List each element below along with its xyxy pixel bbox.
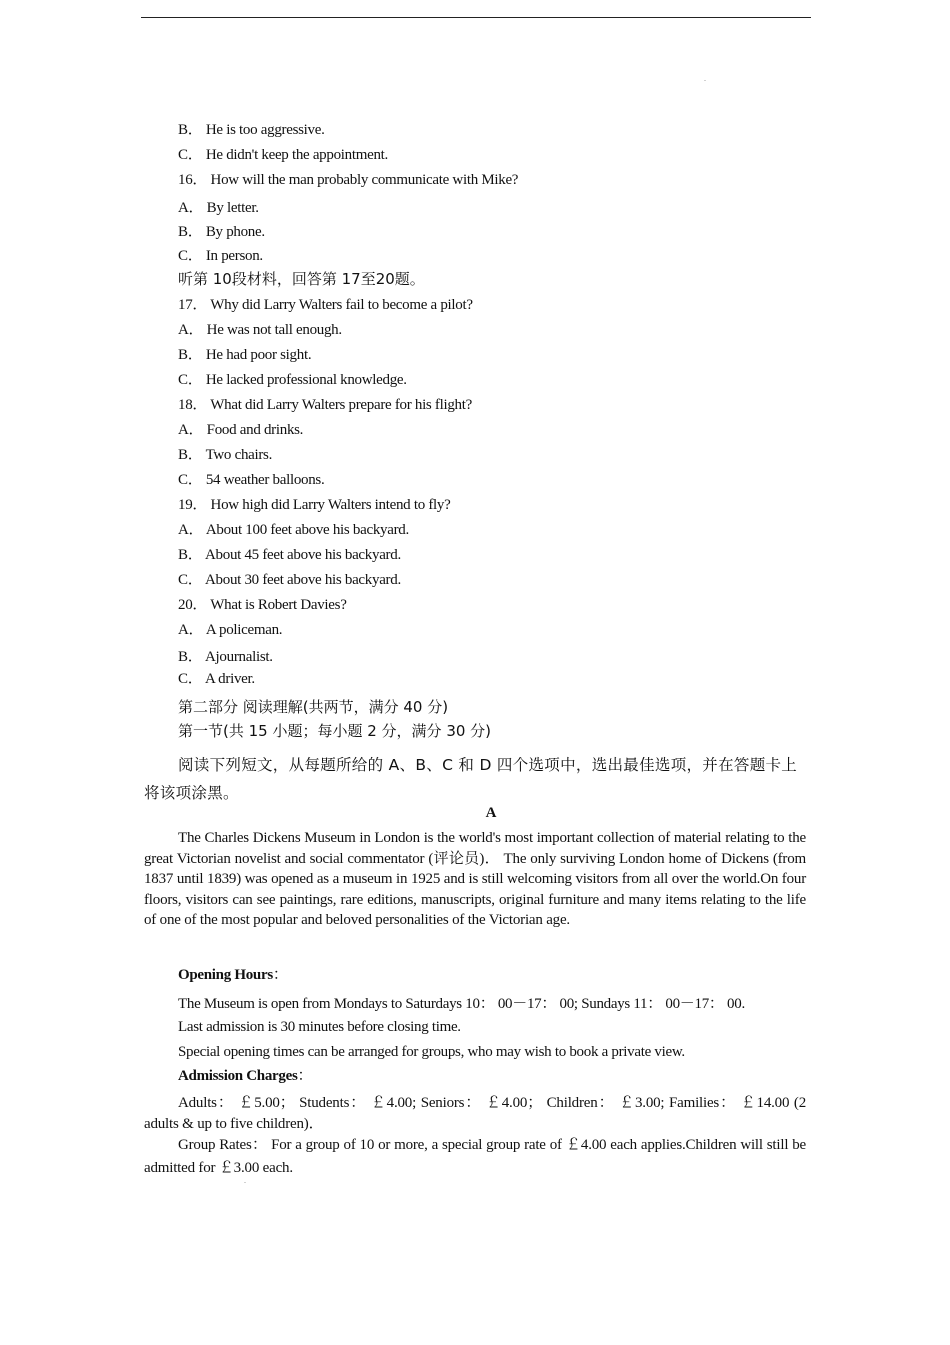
option-18b: B． Two chairs. bbox=[178, 447, 273, 463]
reading-instruction: 阅读下列短文，从每题所给的 A、B、C 和 D 四个选项中，选出最佳选项，并在答题卡上将该项涂黑。 bbox=[144, 756, 798, 802]
section1-title: 第一节(共 15 小题；每小题 2 分，满分 30 分) bbox=[178, 722, 492, 740]
option-18c: C． 54 weather balloons. bbox=[178, 472, 325, 488]
option-19c: C． About 30 feet above his backyard. bbox=[178, 572, 401, 588]
option-17b: B． He had poor sight. bbox=[178, 347, 312, 363]
option-17c: C． He lacked professional knowledge. bbox=[178, 372, 407, 388]
header-rule bbox=[141, 17, 811, 18]
option-19b: B． About 45 feet above his backyard. bbox=[178, 547, 401, 563]
page-speck: . bbox=[704, 74, 706, 83]
part2-title: 第二部分 阅读理解(共两节，满分 40 分) bbox=[178, 698, 449, 716]
question-16: 16． How will the man probably communicate with Mike? bbox=[178, 172, 519, 188]
option-15c: C． He didn't keep the appointment. bbox=[178, 147, 388, 163]
opening-hours-line-1: The Museum is open from Mondays to Saturdays 10： 00－17： 00; Sundays 11： 00－17： 00. bbox=[178, 996, 745, 1012]
option-15b: B． He is too aggressive. bbox=[178, 122, 325, 138]
option-16c: C． In person. bbox=[178, 248, 263, 264]
admission-charges-heading: Admission Charges： bbox=[178, 1068, 313, 1084]
option-19a: A． About 100 feet above his backyard. bbox=[178, 522, 409, 538]
option-20c: C． A driver. bbox=[178, 671, 255, 687]
opening-hours-line-3: Special opening times can be arranged for groups, who may wish to book a private view. bbox=[178, 1044, 685, 1060]
option-17a: A． He was not tall enough. bbox=[178, 322, 342, 338]
option-16b: B． By phone. bbox=[178, 224, 265, 240]
question-19: 19． How high did Larry Walters intend to fly? bbox=[178, 497, 451, 513]
question-18: 18． What did Larry Walters prepare for his flight? bbox=[178, 397, 472, 413]
question-20: 20． What is Robert Davies? bbox=[178, 597, 347, 613]
option-18a: A． Food and drinks. bbox=[178, 422, 304, 438]
option-20a: A． A policeman. bbox=[178, 622, 283, 638]
passage-intro: The Charles Dickens Museum in London is the world's most important collection of material relating to the great Victorian novelist and social commentator (评论员)． The only surviving London home of Dickens (from 1837 until 1839) was opened as a museum in 1925 and is still welcoming visitors from all over the world.On four floors, visitors can see paintings, rare editions, manuscripts, original furniture and many items relating to the life of one of the most popular and beloved personalities of the Victorian age. bbox=[144, 830, 806, 928]
option-16a: A． By letter. bbox=[178, 200, 259, 216]
admission-charges-text: Adults： ￡5.00； Students： ￡4.00; Seniors： ￡4.00； Children： ￡3.00; Families： ￡14.00 (2 adults & up to five children)． bbox=[144, 1095, 806, 1132]
page-speck: . bbox=[244, 1176, 246, 1185]
opening-hours-line-2: Last admission is 30 minutes before closing time. bbox=[178, 1019, 461, 1035]
option-20b: B． Ajournalist. bbox=[178, 649, 273, 665]
opening-hours-heading: Opening Hours： bbox=[178, 967, 288, 983]
passage-label: A bbox=[485, 805, 497, 821]
question-17: 17． Why did Larry Walters fail to become a pilot? bbox=[178, 297, 473, 313]
group-rates-text: Group Rates： For a group of 10 or more, a special group rate of ￡4.00 each applies.Children will still be admitted for ￡3.00 each. bbox=[144, 1137, 806, 1176]
listening-section-10: 听第 10段材料，回答第 17至20题。 bbox=[178, 270, 425, 288]
